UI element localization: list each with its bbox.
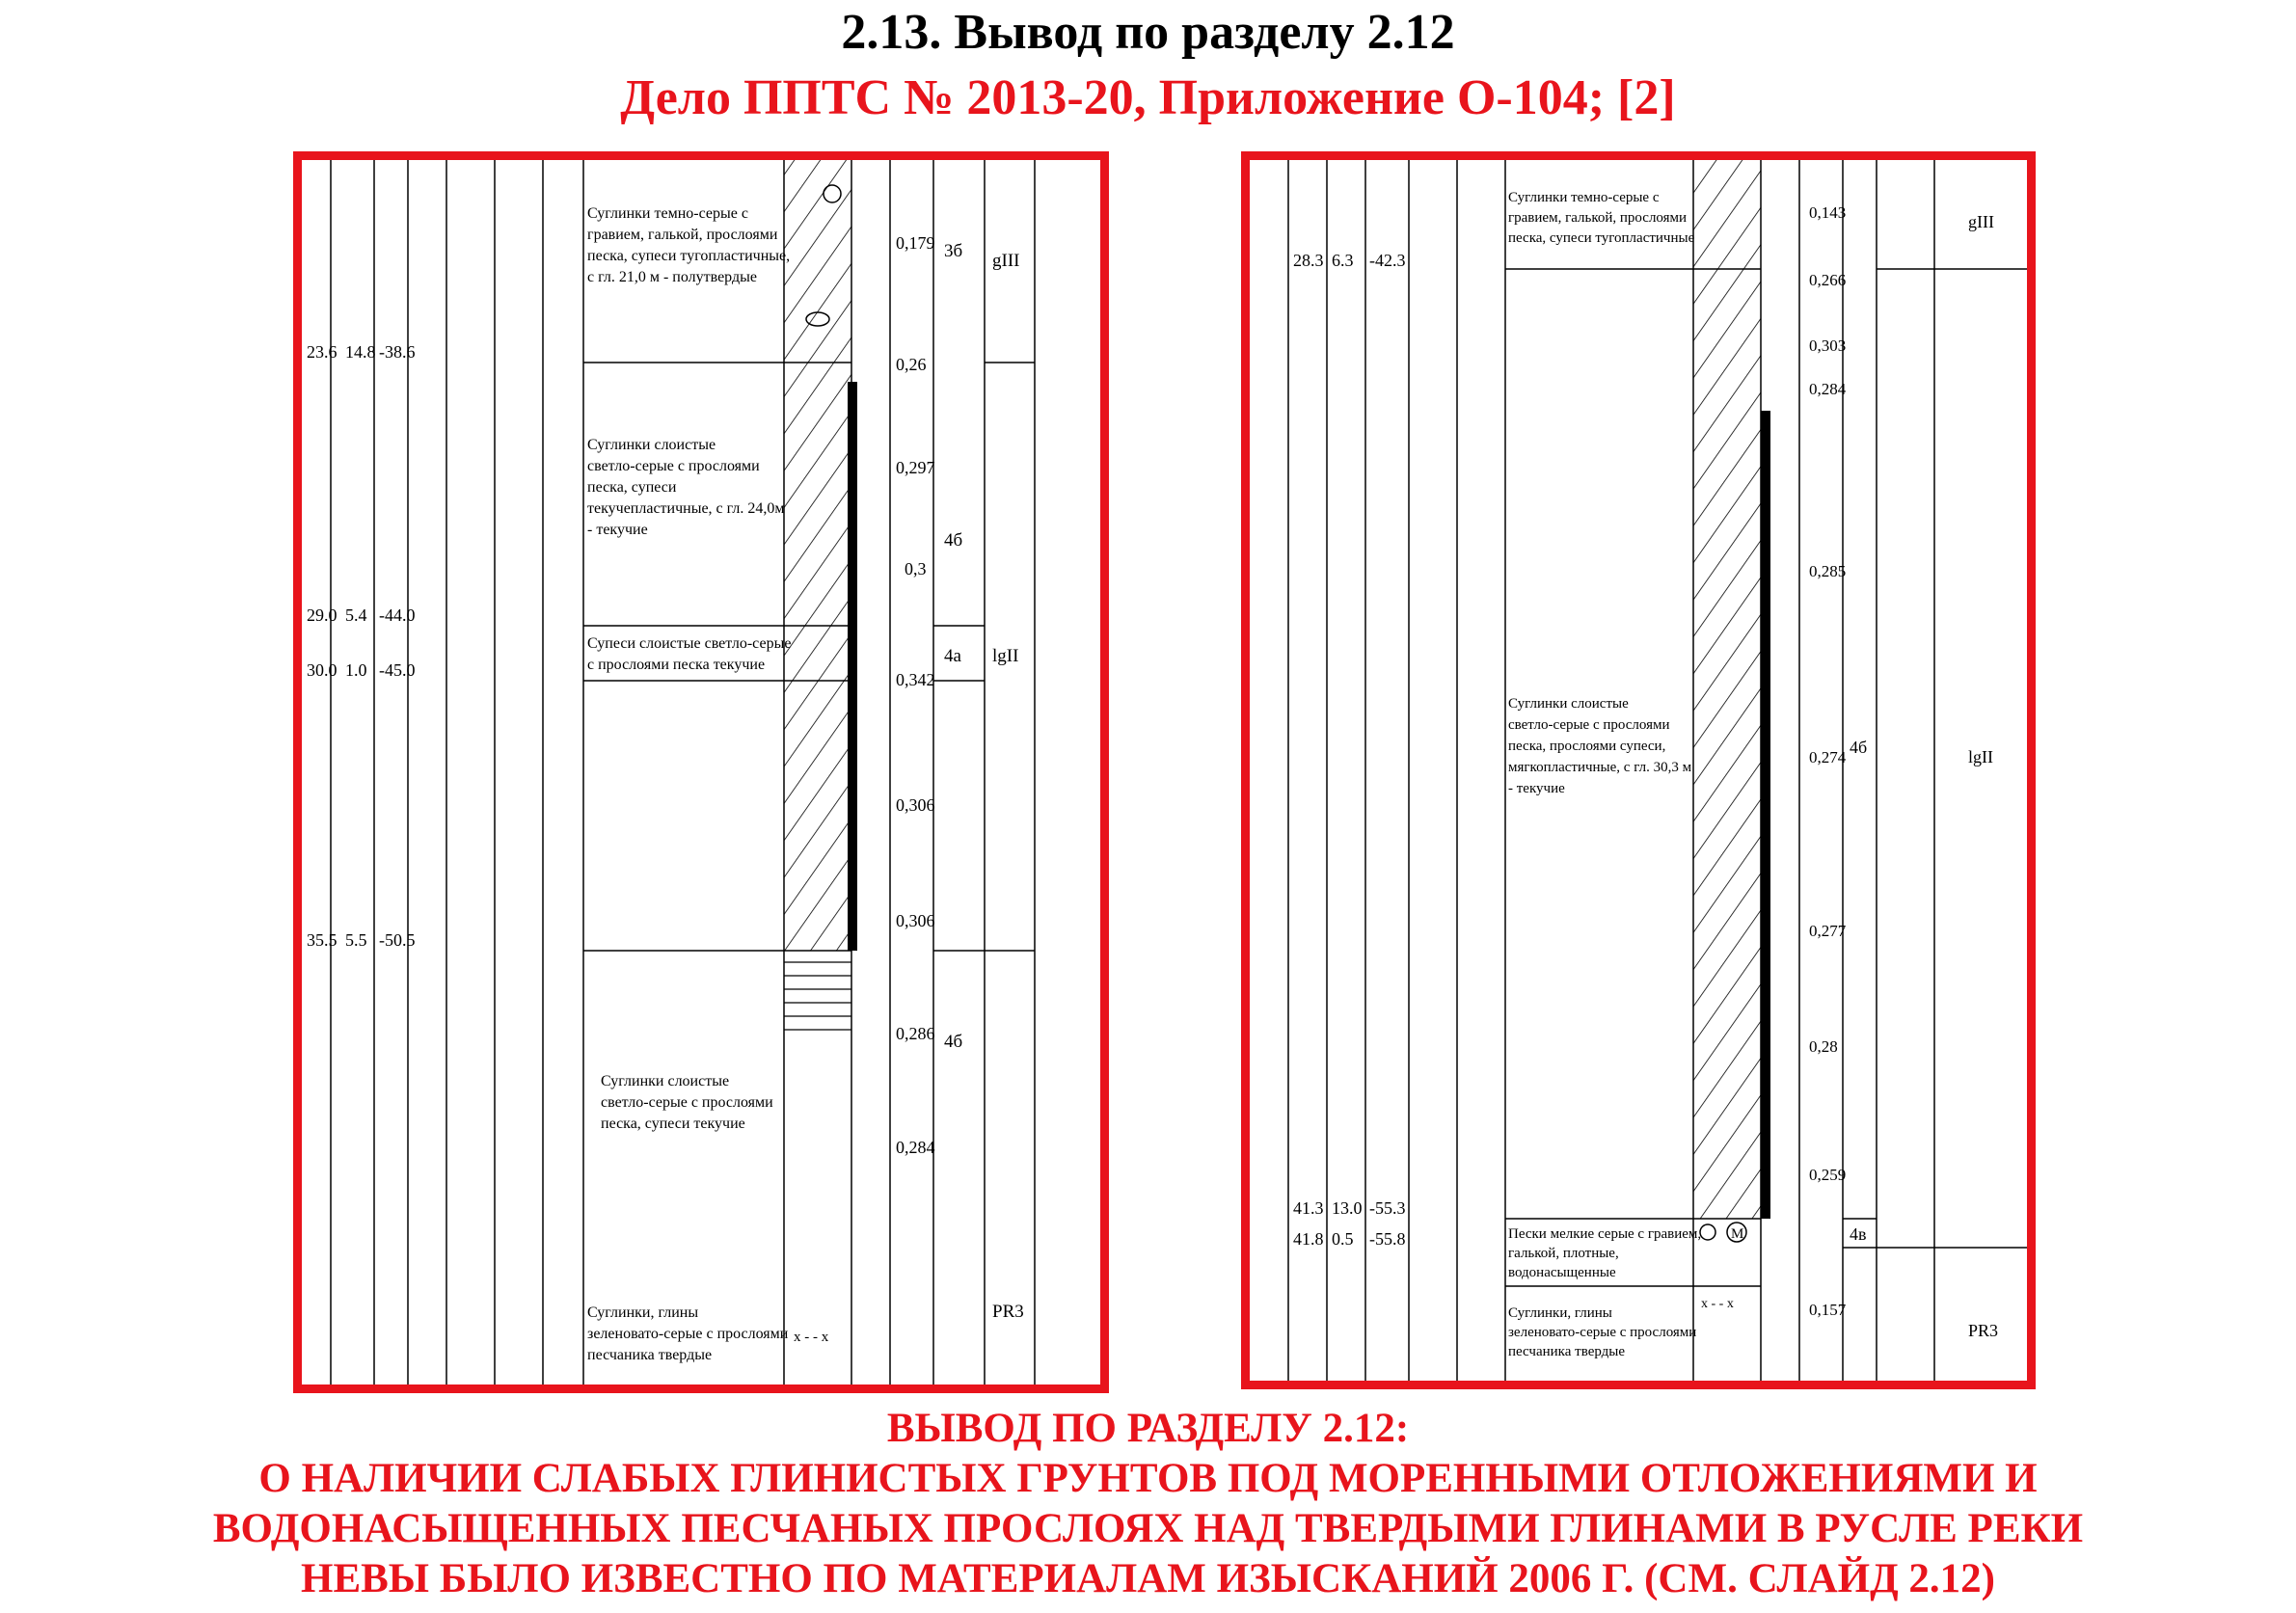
slide-title: 2.13. Вывод по разделу 2.12 [841, 5, 1455, 60]
svg-text:29.0: 29.0 [307, 605, 338, 625]
svg-text:водонасыщенные: водонасыщенные [1508, 1265, 1616, 1280]
svg-text:песка, прослоями супеси,: песка, прослоями супеси, [1508, 739, 1666, 754]
svg-text:5.4: 5.4 [345, 605, 367, 625]
left-hatch-mark: x - - x [794, 1330, 829, 1345]
svg-text:песчаника твердые: песчаника твердые [1508, 1344, 1626, 1359]
right-depth-labels [1293, 251, 1406, 1249]
svg-text:Супеси слоистые светло-серые: Супеси слоистые светло-серые [587, 635, 792, 652]
svg-text:Суглинки темно-серые с: Суглинки темно-серые с [587, 205, 748, 222]
svg-text:13.0: 13.0 [1332, 1198, 1363, 1218]
conclusion-line-1: О НАЛИЧИИ СЛАБЫХ ГЛИНИСТЫХ ГРУНТОВ ПОД МОРЕННЫМИ ОТЛОЖЕНИЯМИ И [258, 1456, 2038, 1501]
svg-text:Суглинки слоистые: Суглинки слоистые [601, 1073, 730, 1089]
svg-text:- текучие: - текучие [1508, 781, 1565, 796]
left-layer-codes [944, 241, 962, 1052]
svg-text:gIII: gIII [992, 251, 1020, 271]
svg-text:галькой, плотные,: галькой, плотные, [1508, 1246, 1619, 1261]
svg-text:4а: 4а [944, 646, 961, 666]
svg-text:0,259: 0,259 [1809, 1166, 1847, 1184]
svg-text:с прослоями песка текучие: с прослоями песка текучие [587, 657, 766, 673]
svg-text:Суглинки слоистые: Суглинки слоистые [1508, 696, 1629, 712]
svg-text:-55.8: -55.8 [1369, 1229, 1406, 1249]
svg-text:зеленовато-серые с прослоями: зеленовато-серые с прослоями [1508, 1325, 1697, 1340]
left-log-drawing [302, 160, 1100, 1384]
svg-text:с гл. 21,0 м - полутвердые: с гл. 21,0 м - полутвердые [587, 269, 757, 285]
svg-text:28.3: 28.3 [1293, 251, 1324, 270]
svg-text:-42.3: -42.3 [1369, 251, 1406, 270]
left-sampling-bar [848, 382, 857, 951]
svg-text:4в: 4в [1850, 1224, 1867, 1244]
svg-text:gIII: gIII [1968, 212, 1994, 231]
svg-text:0,143: 0,143 [1809, 203, 1847, 222]
svg-text:0,274: 0,274 [1809, 748, 1847, 766]
case-reference: Дело ППТС № 2013-20, Приложение О-104; [2] [620, 70, 1676, 125]
right-loam-hatch [1693, 160, 1761, 1219]
svg-text:0,3: 0,3 [905, 559, 927, 578]
svg-text:песчаника твердые: песчаника твердые [587, 1347, 713, 1363]
right-marker-m: M [1731, 1226, 1744, 1242]
svg-text:- текучие: - текучие [587, 522, 648, 538]
svg-text:Суглинки темно-серые с: Суглинки темно-серые с [1508, 190, 1660, 205]
svg-text:-45.0: -45.0 [379, 660, 416, 680]
left-ages [992, 251, 1024, 1322]
svg-text:0,303: 0,303 [1809, 336, 1847, 355]
right-hatch-mark: x - - x [1701, 1297, 1734, 1311]
svg-text:зеленовато-серые с прослоями: зеленовато-серые с прослоями [587, 1326, 789, 1342]
right-values [1809, 203, 1847, 1319]
svg-text:3б: 3б [944, 241, 963, 261]
svg-text:14.8: 14.8 [345, 342, 376, 362]
svg-text:23.6: 23.6 [307, 342, 338, 362]
svg-text:41.8: 41.8 [1293, 1229, 1324, 1249]
svg-text:0,26: 0,26 [896, 355, 927, 374]
svg-text:-55.3: -55.3 [1369, 1198, 1406, 1218]
svg-text:песка, супеси текучие: песка, супеси текучие [601, 1116, 745, 1132]
svg-text:0,179: 0,179 [896, 233, 935, 253]
conclusion-line-2: ВОДОНАСЫЩЕННЫХ ПЕСЧАНЫХ ПРОСЛОЯХ НАД ТВЕРДЫМИ ГЛИНАМИ В РУСЛЕ РЕКИ [212, 1506, 2084, 1551]
left-grid-lines [331, 160, 1035, 1384]
left-borehole-log [293, 151, 1109, 1393]
svg-text:0,266: 0,266 [1809, 271, 1847, 289]
right-ages [1968, 212, 1998, 1340]
svg-text:-50.5: -50.5 [379, 930, 416, 950]
right-log-drawing [1250, 160, 2027, 1381]
svg-text:0,157: 0,157 [1809, 1301, 1847, 1319]
svg-text:PR3: PR3 [992, 1302, 1024, 1322]
svg-text:4б: 4б [1850, 738, 1868, 757]
svg-text:5.5: 5.5 [345, 930, 367, 950]
svg-text:41.3: 41.3 [1293, 1198, 1324, 1218]
right-descriptions [1508, 190, 1701, 1359]
svg-text:0,284: 0,284 [1809, 380, 1847, 398]
svg-text:гравием, галькой, прослоями: гравием, галькой, прослоями [1508, 210, 1688, 226]
svg-text:4б: 4б [944, 530, 963, 551]
svg-text:гравием, галькой, прослоями: гравием, галькой, прослоями [587, 227, 778, 243]
svg-text:Суглинки слоистые: Суглинки слоистые [587, 437, 716, 453]
svg-text:1.0: 1.0 [345, 660, 367, 680]
left-depth-labels [307, 342, 416, 950]
right-sampling-bar [1761, 411, 1770, 1219]
svg-text:0,28: 0,28 [1809, 1037, 1838, 1056]
svg-text:0,306: 0,306 [896, 795, 935, 815]
svg-text:0,306: 0,306 [896, 911, 935, 930]
svg-text:4б: 4б [944, 1032, 963, 1052]
svg-text:светло-серые с прослоями: светло-серые с прослоями [601, 1094, 773, 1111]
svg-text:мягкопластичные, с гл. 30,3 м: мягкопластичные, с гл. 30,3 м [1508, 760, 1692, 775]
svg-text:lgII: lgII [992, 646, 1019, 666]
svg-text:0,342: 0,342 [896, 670, 935, 689]
svg-text:0,297: 0,297 [896, 458, 935, 477]
svg-text:0,286: 0,286 [896, 1024, 935, 1043]
conclusion-heading: ВЫВОД ПО РАЗДЕЛУ 2.12: [886, 1406, 1410, 1451]
svg-text:-38.6: -38.6 [379, 342, 416, 362]
left-descriptions [587, 205, 791, 1363]
svg-text:0,277: 0,277 [1809, 922, 1847, 940]
right-borehole-log [1241, 151, 2036, 1389]
svg-text:-44.0: -44.0 [379, 605, 416, 625]
svg-text:песка, супеси: песка, супеси [587, 479, 677, 496]
left-loam-hatch [784, 160, 851, 951]
svg-text:35.5: 35.5 [307, 930, 338, 950]
left-values [896, 233, 935, 1157]
svg-text:Суглинки, глины: Суглинки, глины [1508, 1305, 1612, 1321]
svg-text:lgII: lgII [1968, 747, 1993, 766]
svg-text:Пески мелкие серые с гравием,: Пески мелкие серые с гравием, [1508, 1226, 1702, 1242]
right-layer-codes [1850, 738, 1867, 1244]
svg-text:0.5: 0.5 [1332, 1229, 1354, 1249]
svg-text:светло-серые с прослоями: светло-серые с прослоями [1508, 717, 1670, 733]
svg-text:текучепластичные, с гл. 24,0м: текучепластичные, с гл. 24,0м [587, 500, 785, 517]
svg-text:песка, супеси тугопластичные,: песка, супеси тугопластичные, [587, 248, 791, 264]
svg-text:0,285: 0,285 [1809, 562, 1847, 580]
svg-text:PR3: PR3 [1968, 1321, 1999, 1340]
svg-text:светло-серые с прослоями: светло-серые с прослоями [587, 458, 760, 474]
svg-text:песка, супеси тугопластичные: песка, супеси тугопластичные [1508, 230, 1695, 246]
conclusion-line-3: НЕВЫ БЫЛО ИЗВЕСТНО ПО МАТЕРИАЛАМ ИЗЫСКАНИЙ 2006 Г. (СМ. СЛАЙД 2.12) [301, 1556, 1995, 1601]
left-clay-hatch [784, 962, 851, 1030]
svg-text:6.3: 6.3 [1332, 251, 1354, 270]
svg-text:0,284: 0,284 [896, 1138, 935, 1157]
svg-text:30.0: 30.0 [307, 660, 338, 680]
svg-text:Суглинки, глины: Суглинки, глины [587, 1304, 699, 1321]
